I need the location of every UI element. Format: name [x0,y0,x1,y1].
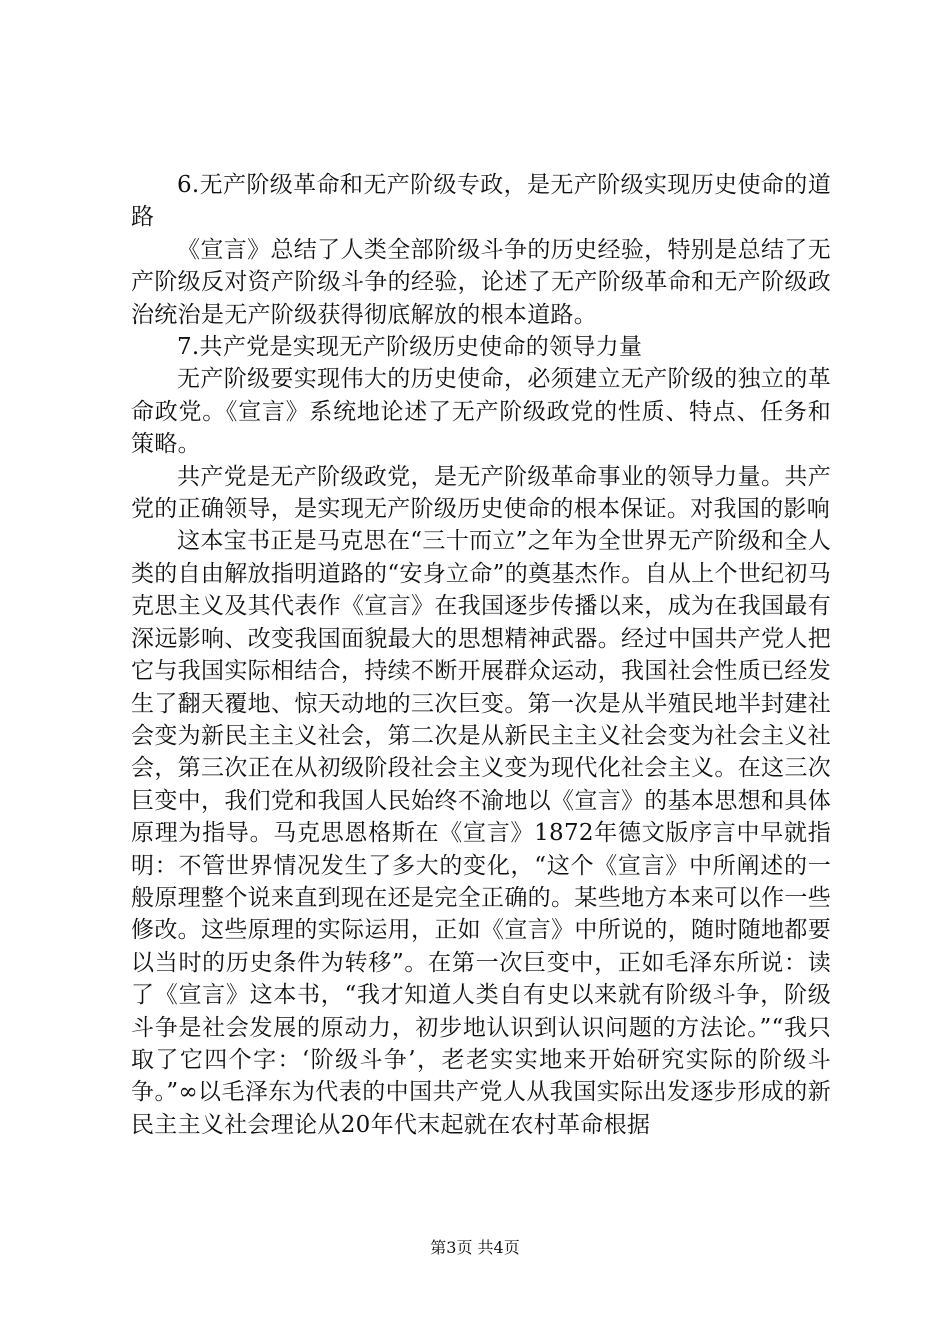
section-heading-7: 7.共产党是实现无产阶级历史使命的领导力量 [177,334,643,361]
body-paragraph: 这本宝书正是马克思在“三十而立”之年为全世界无产阶级和全人类的自由解放指明道路的“安身立命”的奠基杰作。自从上个世纪初马克思主义及其代表作《宣言》在我国逐步传播以来，成为在我国最有深远影响、改变我国面貌最大的思想精神武器。经过中国共产党人把它与我国实际相结合，持续不断开展群众运动，我国社会性质已经发生了翻天覆地、惊天动地的三次巨变。第一次是从半殖民地半封建社会变为新民主主义社会，第二次是从新民主主义社会变为社会主义社会，第三次正在从初级阶段社会主义变为现代化社会主义。在这三次巨变中，我们党和我国人民始终不渝地以《宣言》的基本思想和具体原理为指导。马克思恩格斯在《宣言》1872年德文版序言中早就指明：不管世界情况发生了多大的变化，“这个《宣言》中所阐述的一般原理整个说来直到现在还是完全正确的。某些地方本来可以作一些修改。这些原理的实际运用，正如《宣言》中所说的，随时随地都要以当时的历史条件为转移”。在第一次巨变中，正如毛泽东所说：读了《宣言》这本书，“我才知道人类自有史以来就有阶级斗争，阶级斗争是社会发展的原动力，初步地认识到认识问题的方法论。”“我只取了它四个字：‘阶级斗争’，老老实实地来开始研究实际的阶级斗争。”∞以毛泽东为代表的中国共产党人从我国实际出发逐步形成的新民主主义社会理论从20年代末起就在农村革命根据 [131,528,831,1138]
section-heading-6: 6.无产阶级革命和无产阶级专政，是无产阶级实现历史使命的道路 [131,172,831,231]
body-paragraph: 无产阶级要实现伟大的历史使命，必须建立无产阶级的独立的革命政党。《宣言》系统地论述了无产阶级政党的性质、特点、任务和策略。 [131,366,831,458]
body-paragraph: 《宣言》总结了人类全部阶级斗争的历史经验，特别是总结了无产阶级反对资产阶级斗争的经验，论述了无产阶级革命和无产阶级政治统治是无产阶级获得彻底解放的根本道路。 [131,236,831,328]
page-number-footer: 第3页 共4页 [430,1238,520,1257]
document-body [131,169,831,1141]
body-paragraph: 共产党是无产阶级政党，是无产阶级革命事业的领导力量。共产党的正确领导，是实现无产阶级历史使命的根本保证。对我国的影响 [131,463,831,523]
